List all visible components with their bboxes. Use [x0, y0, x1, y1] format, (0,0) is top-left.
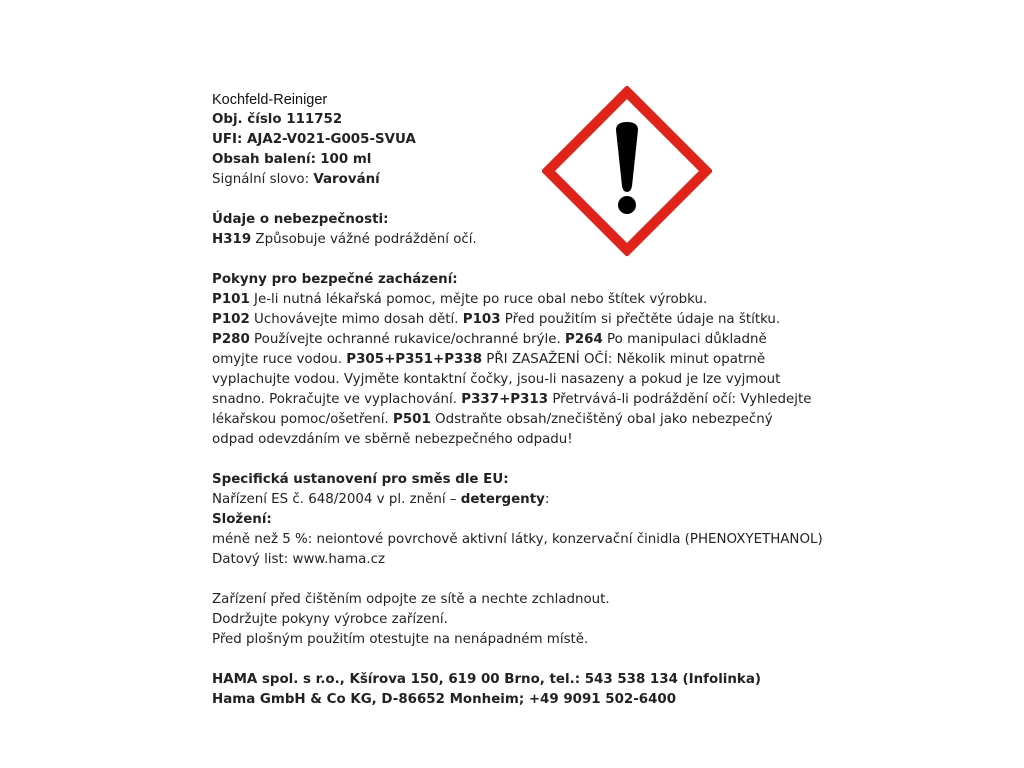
- hazard-text: Způsobuje vážné podráždění očí.: [251, 232, 477, 247]
- package-content: [212, 150, 812, 170]
- precaution-text: Před použitím si přečtěte údaje na štítku.: [500, 312, 781, 327]
- spacer: [212, 570, 812, 590]
- precaution-text: vyplachujte vodou. Vyjměte kontaktní čočky, jsou-li nasazeny a pokud je lze vyjmout: [212, 372, 781, 387]
- precaution-text: PŘI ZASAŽENÍ OČÍ: Několik minut opatrně: [482, 352, 766, 367]
- precaution-code: P280: [212, 332, 250, 347]
- package-content-label: Obsah balení:: [212, 152, 316, 167]
- composition-text: méně než 5 %: neiontové povrchově aktivní látky, konzervační činidla (PHENOXYETHANOL): [212, 532, 823, 547]
- signal-word-value: Varování: [313, 172, 380, 187]
- hazard-code: H319: [212, 232, 252, 247]
- product-name: Kochfeld-Reiniger: [212, 92, 328, 108]
- precautions-text: [212, 290, 812, 450]
- precaution-text: snadno. Pokračujte ve vyplachování.: [212, 392, 462, 407]
- precautions-heading: Pokyny pro bezpečné zacházení:: [212, 272, 458, 287]
- precaution-line: [212, 330, 812, 350]
- spacer: [212, 250, 812, 270]
- precaution-text: odpad odevzdáním ve sběrně nebezpečného odpadu!: [212, 432, 573, 447]
- precaution-code: P264: [565, 332, 603, 347]
- exclamation-dot: [618, 196, 636, 214]
- datasheet-link: Datový list: www.hama.cz: [212, 552, 385, 567]
- safety-label: [212, 90, 823, 710]
- ufi-code: UFI: AJA2-V021-G005-SVUA: [212, 132, 416, 147]
- precaution-text: Uchovávejte mimo dosah dětí.: [249, 312, 463, 327]
- eu-regulation-bold: detergenty: [460, 492, 545, 507]
- spacer: [212, 450, 812, 470]
- precaution-code: P101: [212, 292, 250, 307]
- company-line: HAMA spol. s r.o., Kšírova 150, 619 00 Brno, tel.: 543 538 134 (Infolinka): [212, 672, 761, 687]
- precaution-line: [212, 290, 812, 310]
- instruction-line: Zařízení před čištěním odpojte ze sítě a nechte zchladnout.: [212, 592, 610, 607]
- precaution-code: P305+P351+P338: [346, 352, 483, 367]
- precaution-text: Přetrvává-li podráždění očí: Vyhledejte: [548, 392, 812, 407]
- precaution-line: [212, 350, 812, 370]
- eu-regulation: [212, 490, 812, 510]
- ghs-exclamation-pictogram: [542, 86, 712, 256]
- eu-regulation-text: Nařízení ES č. 648/2004 v pl. znění –: [212, 492, 461, 507]
- precaution-text: omyjte ruce vodou.: [212, 352, 347, 367]
- hazards-heading: Údaje o nebezpečnosti:: [212, 212, 389, 227]
- precaution-line: [212, 390, 812, 410]
- precaution-code: P102: [212, 312, 250, 327]
- exclamation-mark-icon: [542, 86, 712, 256]
- precaution-code: P501: [393, 412, 431, 427]
- hazard-statement: [212, 230, 812, 250]
- precaution-code: P337+P313: [461, 392, 549, 407]
- precaution-text: Používejte ochranné rukavice/ochranné brýle.: [249, 332, 566, 347]
- article-number: Obj. číslo 111752: [212, 112, 343, 127]
- precaution-line: [212, 310, 812, 330]
- instruction-line: Před plošným použitím otestujte na nenápadném místě.: [212, 632, 589, 647]
- precaution-line: [212, 410, 812, 430]
- package-content-value: 100 ml: [320, 152, 372, 167]
- eu-heading: Specifická ustanovení pro směs dle EU:: [212, 472, 509, 487]
- signal-word: [212, 170, 812, 190]
- spacer: [212, 190, 812, 210]
- precaution-line: [212, 370, 812, 390]
- eu-regulation-end: :: [544, 492, 550, 507]
- precaution-text: Je-li nutná lékařská pomoc, mějte po ruce obal nebo štítek výrobku.: [249, 292, 708, 307]
- signal-word-label: Signální slovo:: [212, 172, 310, 187]
- spacer: [212, 650, 812, 670]
- precaution-code: P103: [462, 312, 501, 327]
- composition-heading: Složení:: [212, 512, 272, 527]
- instruction-line: Dodržujte pokyny výrobce zařízení.: [212, 612, 448, 627]
- precaution-text: Odstraňte obsah/znečištěný obal jako nebezpečný: [430, 412, 773, 427]
- precaution-text: Po manipulaci důkladně: [602, 332, 767, 347]
- precaution-text: lékařskou pomoc/ošetření.: [212, 412, 394, 427]
- precaution-line: [212, 430, 812, 450]
- company-line: Hama GmbH & Co KG, D-86652 Monheim; +49 9091 502-6400: [212, 692, 677, 707]
